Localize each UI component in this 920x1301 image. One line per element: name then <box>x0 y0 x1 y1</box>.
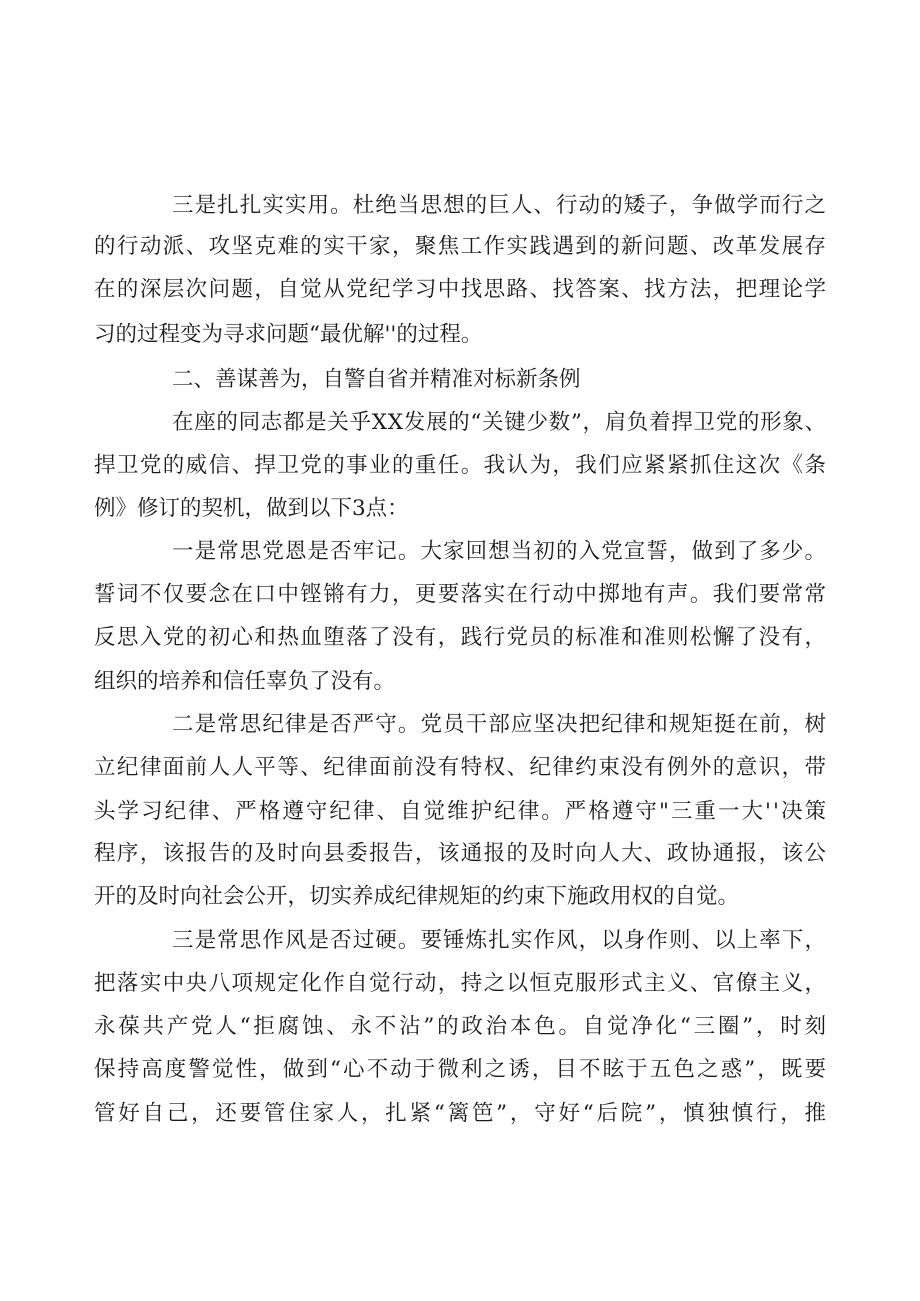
paragraph-line: 程序，该报告的及时向县委报告，该通报的及时向人大、政协通报，该公 <box>94 841 828 866</box>
paragraph-line: 在的深层次问题，自觉从党纪学习中找思路、找答案、找方法，把理论学 <box>94 277 828 302</box>
text-line <box>0 834 920 874</box>
text-line <box>0 748 920 788</box>
text-line <box>0 315 920 355</box>
paragraph-line: 例》修订的契机，做到以下3点： <box>94 496 409 521</box>
paragraph-line: 开的及时向社会公开，切实养成纪律规矩的约束下施政用权的自觉。 <box>94 884 740 909</box>
paragraph-line: 头学习纪律、严格遵守纪律、自觉维护纪律。严格遵守"三重一大''决策 <box>94 799 829 824</box>
text-line <box>0 1050 920 1090</box>
section-heading: 二、善谋善为，自警自省并精准对标新条例 <box>172 367 581 392</box>
paragraph-line: 在座的同志都是关乎XX发展的“关键少数”，肩负着捍卫党的形象、 <box>172 410 827 435</box>
paragraph-line: 管好自己，还要管住家人，扎紧“篱笆”，守好“后院”，慎独慎行，推 <box>94 1101 829 1126</box>
paragraph-line: 三是常思作风是否过硬。要锤炼扎实作风，以身作则、以上率下， <box>172 928 828 953</box>
paragraph-line: 把落实中央八项规定化作自觉行动，持之以恒克服形式主义、官僚主义， <box>94 971 828 996</box>
paragraph-line: 三是扎扎实实用。杜绝当思想的巨人、行动的矮子，争做学而行之 <box>172 193 828 218</box>
paragraph-line: 保持高度警觉性，做到“心不动于微利之诱，目不眩于五色之惑”，既要 <box>94 1057 829 1082</box>
text-line <box>0 921 920 961</box>
text-line <box>0 186 920 226</box>
text-line <box>0 662 920 702</box>
text-line <box>0 270 920 310</box>
paragraph-line: 二是常思纪律是否严守。党员干部应坚决把纪律和规矩挺在前，树 <box>172 712 828 737</box>
paragraph-line: 永葆共产党人“拒腐蚀、永不沾”的政治本色。自觉净化“三圈”，时刻 <box>94 1014 829 1039</box>
paragraph-line: 习的过程变为寻求问题“最优解''的过程。 <box>94 322 483 347</box>
text-line <box>0 618 920 658</box>
text-line <box>0 1094 920 1134</box>
text-line <box>0 227 920 267</box>
text-line <box>0 446 920 486</box>
text-line <box>0 532 920 572</box>
text-line <box>0 705 920 745</box>
paragraph-line: 立纪律面前人人平等、纪律面前没有特权、纪律约束没有例外的意识，带 <box>94 755 828 780</box>
text-line <box>0 360 920 400</box>
paragraph-line: 捍卫党的威信、捍卫党的事业的重任。我认为，我们应紧紧抓住这次《条 <box>94 453 828 478</box>
text-line <box>0 964 920 1004</box>
text-line <box>0 575 920 615</box>
text-line <box>0 489 920 529</box>
paragraph-line: 的行动派、攻坚克难的实干家，聚焦工作实践遇到的新问题、改革发展存 <box>94 234 828 259</box>
paragraph-line: 誓词不仅要念在口中铿锵有力，更要落实在行动中掷地有声。我们要常常 <box>94 582 828 607</box>
text-line <box>0 1007 920 1047</box>
text-line <box>0 403 920 443</box>
text-line <box>0 792 920 832</box>
paragraph-line: 反思入党的初心和热血堕落了没有，践行党员的标准和准则松懈了没有， <box>94 625 828 650</box>
paragraph-line: 组织的培养和信任辜负了没有。 <box>94 669 396 694</box>
text-line <box>0 877 920 917</box>
paragraph-line: 一是常思党恩是否牢记。大家回想当初的入党宣誓，做到了多少。 <box>172 539 828 564</box>
